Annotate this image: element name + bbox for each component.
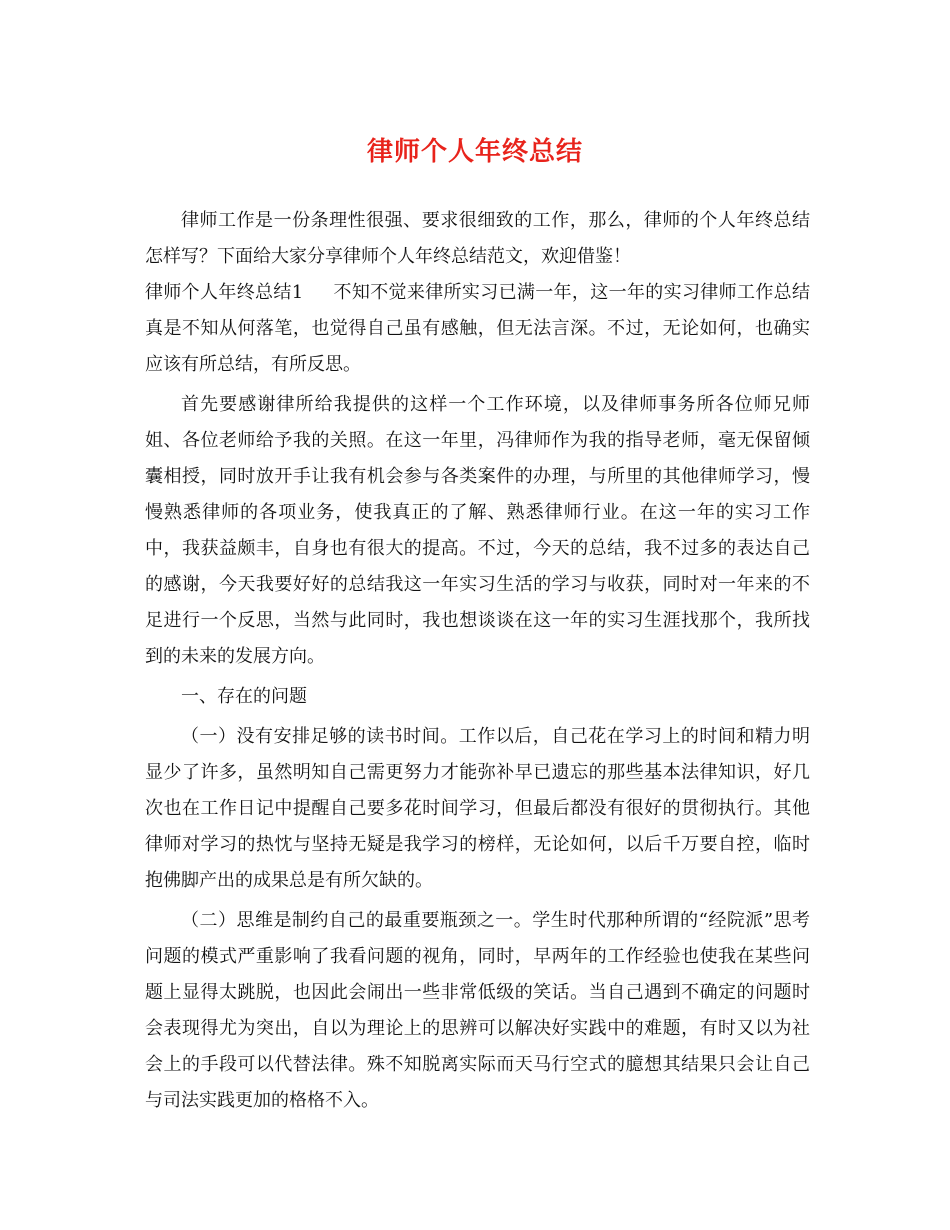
- problem-item-2: （二）思维是制约自己的最重要瓶颈之一。学生时代那种所谓的“经院派”思考问题的模式严重影响了我看问题的视角，同时，早两年的工作经验也使我在某些问题上显得太跳脱，也因此会闹出一些非常低级的笑话。当自己遇到不确定的问题时会表现得尤为突出，自以为理论上的思辨可以解决好实践中的难题，有时又以为社会上的手段可以代替法律。殊不知脱离实际而天马行空式的臆想其结果只会让自己与司法实践更加的格格不入。: [145, 910, 810, 1111]
- document-title: 律师个人年终总结: [366, 137, 583, 167]
- intro-paragraph: 律师工作是一份条理性很强、要求很细致的工作，那么，律师的个人年终总结怎样写？下面给大家分享律师个人年终总结范文，欢迎借鉴！: [145, 210, 810, 267]
- problems-heading: 一、存在的问题: [181, 686, 307, 707]
- section-opening-text: 不知不觉来律所实习已满一年，这一年的实习律师工作总结真是不知从何落笔，也觉得自己虽有感触，但无法言深。不过，无论如何，也确实应该有所总结，有所反思。: [145, 282, 810, 375]
- section-heading: 律师个人年终总结1: [145, 282, 304, 303]
- problem-item-1: （一）没有安排足够的读书时间。工作以后，自己花在学习上的时间和精力明显少了许多，虽然明知自己需更努力才能弥补早已遗忘的那些基本法律知识，好几次也在工作日记中提醒自己要多花时间学习，但最后都没有很好的贯彻执行。其他律师对学习的热忱与坚持无疑是我学习的榜样，无论如何，以后千万要自控，临时抱佛脚产出的成果总是有所欠缺的。: [145, 726, 810, 891]
- thanks-paragraph: 首先要感谢律所给我提供的这样一个工作环境，以及律师事务所各位师兄师姐、各位老师给予我的关照。在这一年里，冯律师作为我的指导老师，毫无保留倾囊相授，同时放开手让我有机会参与各类案件的办理，与所里的其他律师学习，慢慢熟悉律师的各项业务，使我真正的了解、熟悉律师行业。在这一年的实习工作中，我获益颇丰，自身也有很大的提高。不过，今天的总结，我不过多的表达自己的感谢，今天我要好好的总结我这一年实习生活的学习与收获，同时对一年来的不足进行一个反思，当然与此同时，我也想谈谈在这一年的实习生涯找那个，我所找到的未来的发展方向。: [145, 394, 810, 667]
- section-paragraph: [145, 275, 810, 383]
- document-body: [145, 203, 810, 1119]
